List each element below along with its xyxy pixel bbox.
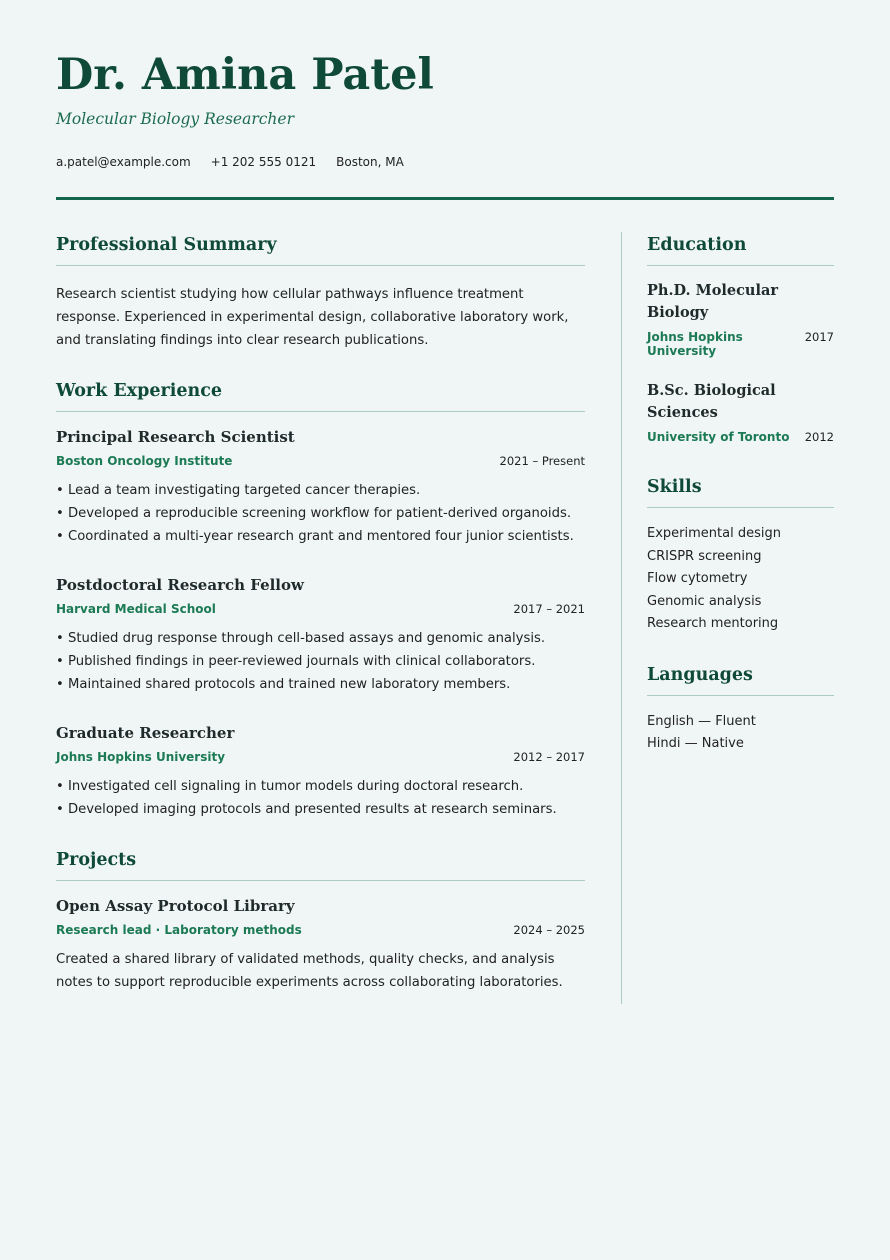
header-divider (56, 197, 834, 200)
education-school: Johns Hopkins University (647, 330, 743, 358)
project-role: Research lead · Laboratory methods (56, 923, 302, 937)
project-entry (56, 895, 585, 994)
project-title: Open Assay Protocol Library (56, 897, 295, 915)
contact-phone: +1 202 555 0121 (210, 155, 317, 169)
list-item: Flow cytometry (647, 571, 748, 586)
languages-list (647, 711, 834, 756)
section-heading: Work Experience (56, 381, 222, 401)
project-description: Created a shared library of validated methods, quality checks, and analysis notes to support reproducible experiments across collaborating laboratories. (56, 952, 563, 990)
education-degree: Ph.D. Molecular Biology (647, 282, 779, 321)
job-bullets (56, 479, 585, 548)
section-divider (647, 507, 834, 508)
job-entry (56, 722, 585, 821)
job-bullets (56, 627, 585, 696)
section-divider (56, 880, 585, 881)
job-dates: 2021 – Present (499, 454, 585, 468)
list-item: • Developed a reproducible screening workflow for patient-derived organoids. (56, 502, 585, 525)
list-item: • Coordinated a multi-year research grant and mentored four junior scientists. (56, 525, 585, 548)
section-divider (647, 695, 834, 696)
experience-section (56, 378, 585, 821)
job-organization: Harvard Medical School (56, 602, 216, 616)
list-item: CRISPR screening (647, 548, 762, 564)
section-heading: Languages (647, 664, 753, 685)
job-title: Principal Research Scientist (56, 428, 295, 446)
project-dates: 2024 – 2025 (513, 923, 585, 937)
contact-email: a.patel@example.com (56, 155, 191, 169)
skills-list (647, 523, 834, 636)
languages-section (647, 662, 834, 756)
main-column (56, 232, 585, 994)
list-item: Experimental design (647, 526, 781, 541)
job-title: Graduate Researcher (56, 724, 235, 742)
job-dates: 2012 – 2017 (513, 750, 585, 764)
summary-section (56, 232, 585, 352)
candidate-title: Molecular Biology Researcher (56, 110, 294, 128)
job-organization: Boston Oncology Institute (56, 454, 233, 468)
list-item: • Maintained shared protocols and trained new laboratory members. (56, 673, 585, 696)
education-entry (647, 280, 834, 358)
education-school: University of Toronto (647, 430, 790, 444)
section-heading: Education (647, 235, 747, 255)
list-item: Genomic analysis (647, 593, 762, 609)
job-title: Postdoctoral Research Fellow (56, 576, 304, 594)
list-item: Research mentoring (647, 616, 779, 631)
education-year: 2012 (804, 430, 834, 444)
column-divider (621, 232, 622, 1004)
list-item: • Investigated cell signaling in tumor models during doctoral research. (56, 775, 585, 798)
list-item: English — Fluent (647, 713, 756, 729)
contact-info (56, 155, 404, 169)
job-entry (56, 426, 585, 548)
section-divider (56, 265, 585, 266)
list-item: • Developed imaging protocols and presented results at research seminars. (56, 798, 585, 821)
education-section (647, 232, 834, 444)
education-degree: B.Sc. Biological Sciences (647, 382, 776, 421)
section-divider (647, 265, 834, 266)
education-year: 2017 (804, 330, 834, 344)
list-item: Hindi — Native (647, 736, 744, 751)
job-entry (56, 574, 585, 696)
education-entry (647, 380, 834, 444)
contact-location: Boston, MA (336, 155, 404, 169)
list-item: • Studied drug response through cell-based assays and genomic analysis. (56, 627, 585, 650)
summary-text: Research scientist studying how cellular pathways influence treatment response. Experienced in experimental design, collaborative laboratory work, and translating findings into clear research publications. (56, 287, 569, 348)
section-heading: Skills (647, 477, 702, 497)
section-heading: Projects (56, 850, 137, 870)
job-bullets (56, 775, 585, 821)
job-organization: Johns Hopkins University (56, 750, 226, 764)
section-heading: Professional Summary (56, 235, 277, 255)
job-dates: 2017 – 2021 (513, 602, 585, 616)
list-item: • Lead a team investigating targeted cancer therapies. (56, 479, 585, 502)
candidate-name: Dr. Amina Patel (56, 50, 434, 100)
skills-section (647, 474, 834, 636)
sidebar-column (647, 232, 834, 756)
projects-section (56, 847, 585, 994)
list-item: • Published findings in peer-reviewed journals with clinical collaborators. (56, 650, 585, 673)
section-divider (56, 411, 585, 412)
